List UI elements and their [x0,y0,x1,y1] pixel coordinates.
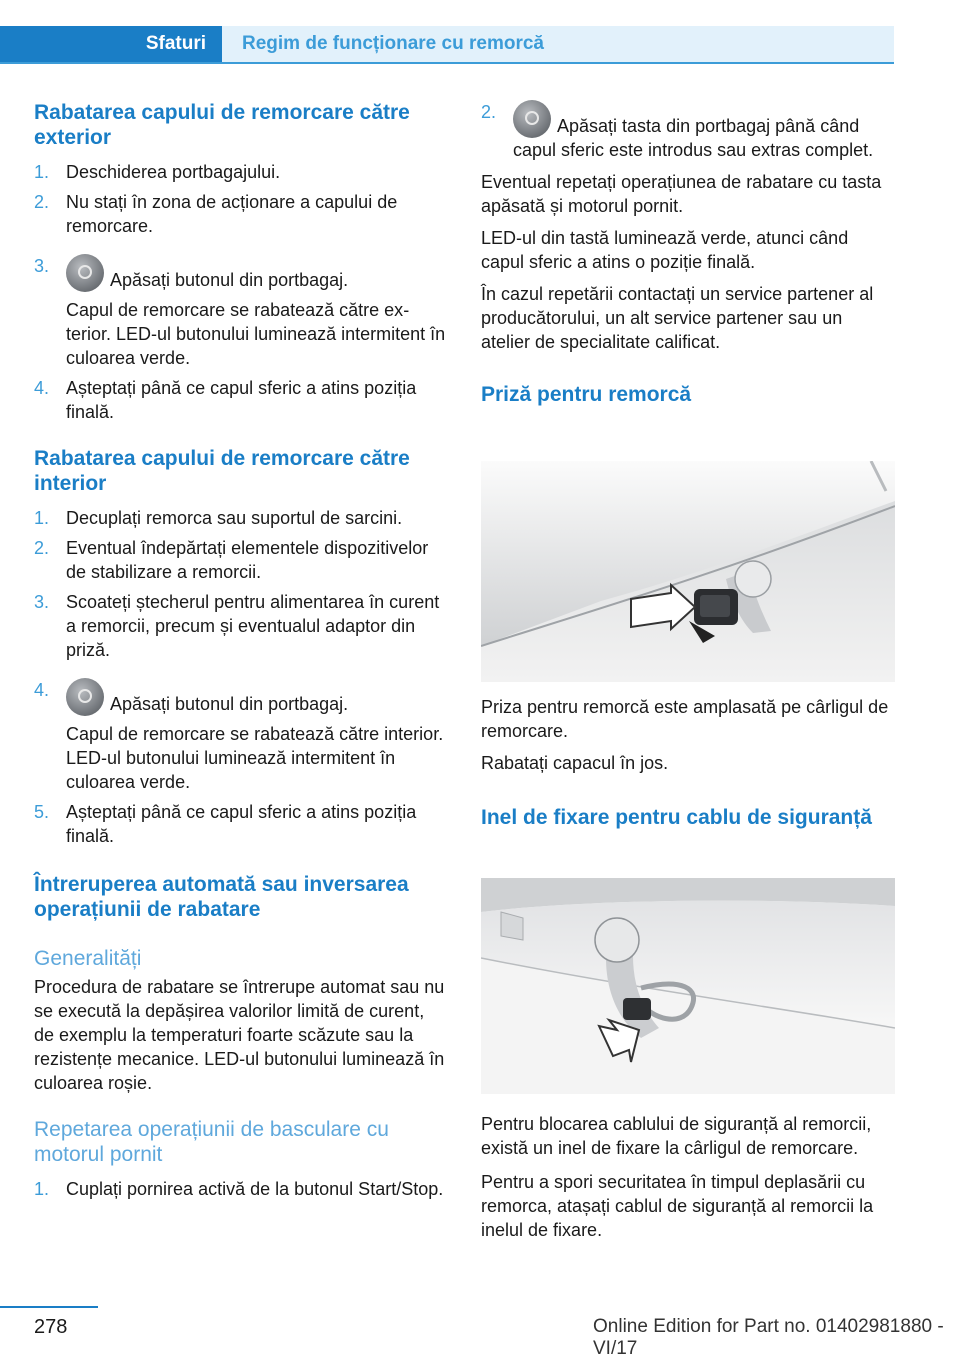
heading-trailer-socket: Priză pentru remorcă [481,383,692,406]
heading-fold-in: Rabatarea capului de remorcare către interior [34,447,410,495]
list-item: 1. Cuplați pornirea activă de la butonul Start/Stop. [34,1179,444,1199]
heading-safety-ring: Inel de fixare pentru cablu de siguranță [481,806,872,829]
footer-rule [0,1306,98,1308]
safety-ring-illustration [481,878,895,1094]
heading-repeat: Repetarea operațiunii de basculare cu motorul pornit [34,1118,389,1166]
paragraph-ring-usage: Pentru a spori securitatea în timpul deplasării cu remorca, atașați cablul de siguranță al remorcii la inelul de fixare. [481,1172,874,1240]
edition-note: Online Edition for Part no. 01402981880 - VI/17 [593,1316,944,1359]
trailer-hitch-button-icon [513,100,551,138]
page-header [0,0,960,64]
section-label: Sfaturi [145,33,206,54]
safety-ring-figure [481,878,895,1094]
trailer-hitch-button-icon [66,678,104,716]
left-column [34,100,448,1201]
list-item: 2. Apăsați tasta din portbagaj până când capul sferic este introdus sau extras complet. [481,102,874,160]
paragraph-socket-cover: Rabatați capacul în jos. [481,753,669,773]
header-rule [0,62,894,64]
right-column-bottom [481,1112,895,1242]
trailer-hitch-button-icon [66,254,104,292]
list-item: 2. Eventual îndepărtați elementele dispozitivelor de stabilizare a remorcii. [34,538,429,582]
right-column-lower [481,695,895,830]
paragraph-general: Procedura de rabatare se întrerupe automat sau nu se execută la depășirea valorilor limită de curent, de exemplu la temperaturi foarte scăzute sau la rezistențe mecanice. LED-ul butonului luminează în culoarea roșie. [34,977,445,1093]
chapter-tab [222,26,894,62]
right-column [481,100,895,407]
list-item: 4. Apăsați butonul din portbagaj. Capul de remorcare se rabatează către interior. LED-ul butonului luminează intermitent în culoarea verde. [34,680,444,792]
list-item: 2. Nu stați în zona de acționare a capului de remorcare. [34,192,398,236]
paragraph-socket-location: Priza pentru remorcă este amplasată pe cârligul de remorcare. [481,697,889,741]
heading-general: Generalități [34,947,142,970]
heading-fold-out: Rabatarea capului de remorcare către exterior [34,101,410,149]
list-item: 3. Scoateți ștecherul pentru alimentarea în curent a remorcii, precum și eventualul adaptor din priză. [34,592,440,660]
list-item: 3. Apăsați butonul din portbagaj. Capul de remorcare se rabatează către exterior. LED-ul butonului luminează intermitent în culoarea verde. [34,256,446,368]
trailer-socket-figure [481,461,895,682]
list-item: 1. Deschiderea portbagajului. [34,162,281,182]
list-item: 1. Decuplați remorca sau suportul de sarcini. [34,508,403,528]
chapter-title: Regim de funcționare cu remorcă [242,33,544,54]
trailer-socket-illustration [481,461,895,682]
section-tab [0,26,222,62]
list-item: 5. Așteptați până ce capul sferic a atins poziția finală. [34,802,417,846]
paragraph: În cazul repetării contactați un service partener al producătorului, un alt service partener sau un atelier de specialitate calificat. [481,284,874,352]
heading-auto-interrupt: Întreruperea automată sau inversarea operațiunii de rabatare [34,873,409,921]
list-item: 4. Așteptați până ce capul sferic a atins poziția finală. [34,378,417,422]
paragraph-ring-info: Pentru blocarea cablului de siguranță al remorcii, există un inel de fixare la cârligul de remorcare. [481,1114,872,1158]
paragraph: LED-ul din tastă luminează verde, atunci când capul sferic a atins o poziție finală. [481,228,849,272]
paragraph: Eventual repetați operațiunea de rabatare cu tasta apăsată și motorul pornit. [481,172,882,216]
page-number: 278 [34,1316,68,1338]
